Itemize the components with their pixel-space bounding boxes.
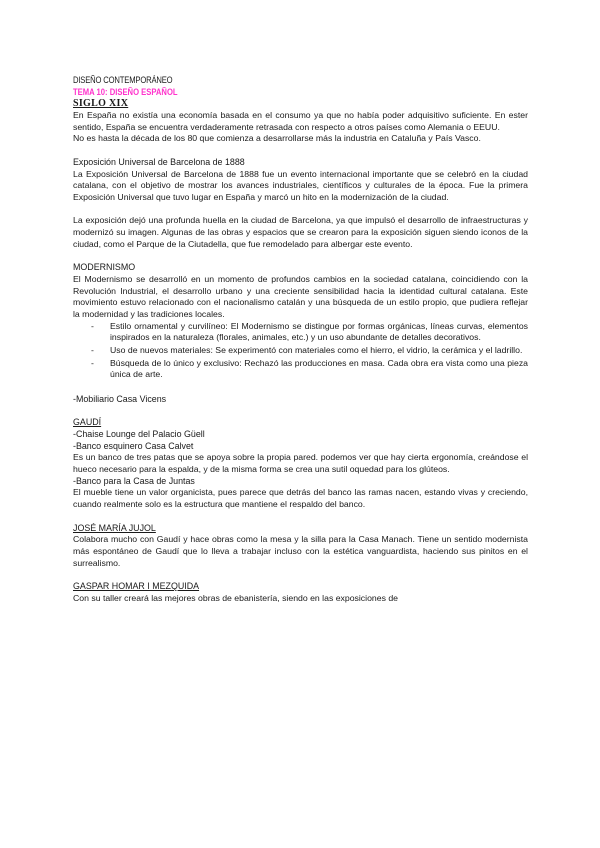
gaudi-line-3: -Banco para la Casa de Juntas — [73, 475, 195, 486]
spacer — [73, 250, 528, 262]
bullet-marker: - — [91, 357, 94, 368]
document-page — [73, 75, 528, 604]
intro-paragraph-1: En España no existía una economía basada en el consumo ya que no había poder adquisitivo suficiente. En ester sentido, España se encuentra verdaderamente retrasada con respecto a otros países como Alemania o EEUU. — [73, 110, 528, 132]
bullet-marker: - — [91, 320, 94, 331]
siglo-heading: SIGLO XIX — [73, 98, 129, 109]
spacer — [73, 406, 528, 418]
gaudi-line-1: -Chaise Lounge del Palacio Güell — [73, 428, 205, 439]
homar-paragraph: Con su taller creará las mejores obras de ebanistería, siendo en las exposiciones de — [73, 592, 398, 603]
homar-heading: GASPAR HOMAR I MEZQUIDA — [73, 581, 200, 592]
modernismo-heading: MODERNISMO — [73, 262, 136, 273]
tema-title: TEMA 10: DISEÑO ESPAÑOL — [73, 87, 178, 97]
course-title: DISEÑO CONTEMPORÁNEO — [73, 75, 173, 85]
bullet-marker: - — [91, 345, 94, 356]
spacer — [73, 382, 528, 394]
expo-heading: Exposición Universal de Barcelona de 1888 — [73, 156, 245, 167]
list-item-text: Uso de nuevos materiales: Se experimentó con materiales como el hierro, el vidrio, la cerámica y el ladrillo. — [110, 345, 523, 356]
list-item-text: Búsqueda de lo único y exclusivo: Rechazó las producciones en masa. Cada obra era vista como una pieza única de arte. — [110, 357, 528, 380]
spacer — [73, 145, 528, 157]
gaudi-line-2: -Banco esquinero Casa Calvet — [73, 440, 194, 451]
spacer — [73, 569, 528, 581]
modernismo-list — [73, 321, 528, 382]
spacer — [73, 511, 528, 523]
jujol-heading: JOSÉ MARÍA JUJOL — [73, 522, 156, 533]
expo-paragraph-2: La exposición dejó una profunda huella en la ciudad de Barcelona, ya que impulsó el desarrollo de infraestructuras y modernizó su imagen. Algunas de las obras y espacios que se crearon para la exposición siguen siendo iconos de la ciudad, como el Parque de la Ciutadella, que fue remodelado para albergar este evento. — [73, 215, 528, 249]
list-item — [91, 357, 528, 381]
intro-paragraph-2: No es hasta la década de los 80 que comienza a desarrollarse más la industria en Cataluña y País Vasco. — [73, 133, 481, 144]
mobiliario-line: -Mobiliario Casa Vicens — [73, 393, 167, 404]
list-item — [91, 345, 528, 357]
list-item-text: Estilo ornamental y curvilíneo: El Modernismo se distingue por formas orgánicas, líneas curvas, elementos inspirados en la naturaleza (florales, animales, etc.) y un uso abundante de detalles decorativos. — [110, 320, 528, 343]
spacer — [73, 204, 528, 216]
expo-paragraph-1: La Exposición Universal de Barcelona de 1888 fue un evento internacional importante que se celebró en la ciudad catalana, con el objetivo de mostrar los avances industriales, científicos y culturales de la época. Fue la primera Exposición Universal que tuvo lugar en España y marcó un hito en la modernización de la ciudad. — [73, 168, 528, 202]
gaudi-paragraph-2: El mueble tiene un valor organicista, pues parece que detrás del banco las ramas nacen, estando vivas y creciendo, cuando realmente solo es la estructura que mantiene el respaldo del banco. — [73, 487, 528, 510]
jujol-paragraph: Colabora mucho con Gaudí y hace obras como la mesa y la silla para la Casa Manach. Tiene un sentido modernista más espontáneo de Gaudí que lo lleva a trabajar incluso con la estética vanguardista, haciendo sus pinitos en el surrealismo. — [73, 534, 528, 568]
gaudi-heading: GAUDÍ — [73, 417, 102, 428]
modernismo-paragraph: El Modernismo se desarrolló en un momento de profundos cambios en la sociedad catalana, coincidiendo con la Revolución Industrial, el desarrollo urbano y una creciente sensibilidad hacia la identidad cultural catalana. Este movimiento estuvo relacionado con el nacionalismo catalán y una búsqueda de un estilo propio, que pudiera reflejar la modernidad y las tradiciones locales. — [73, 273, 528, 319]
list-item — [91, 320, 528, 344]
gaudi-paragraph-1: Es un banco de tres patas que se apoya sobre la propia pared. podemos ver que hay cierta ergonomía, creándose el hueco necesario para la espalda, y de la misma forma se crea una sutil oquedad para los glúteos. — [73, 452, 528, 475]
